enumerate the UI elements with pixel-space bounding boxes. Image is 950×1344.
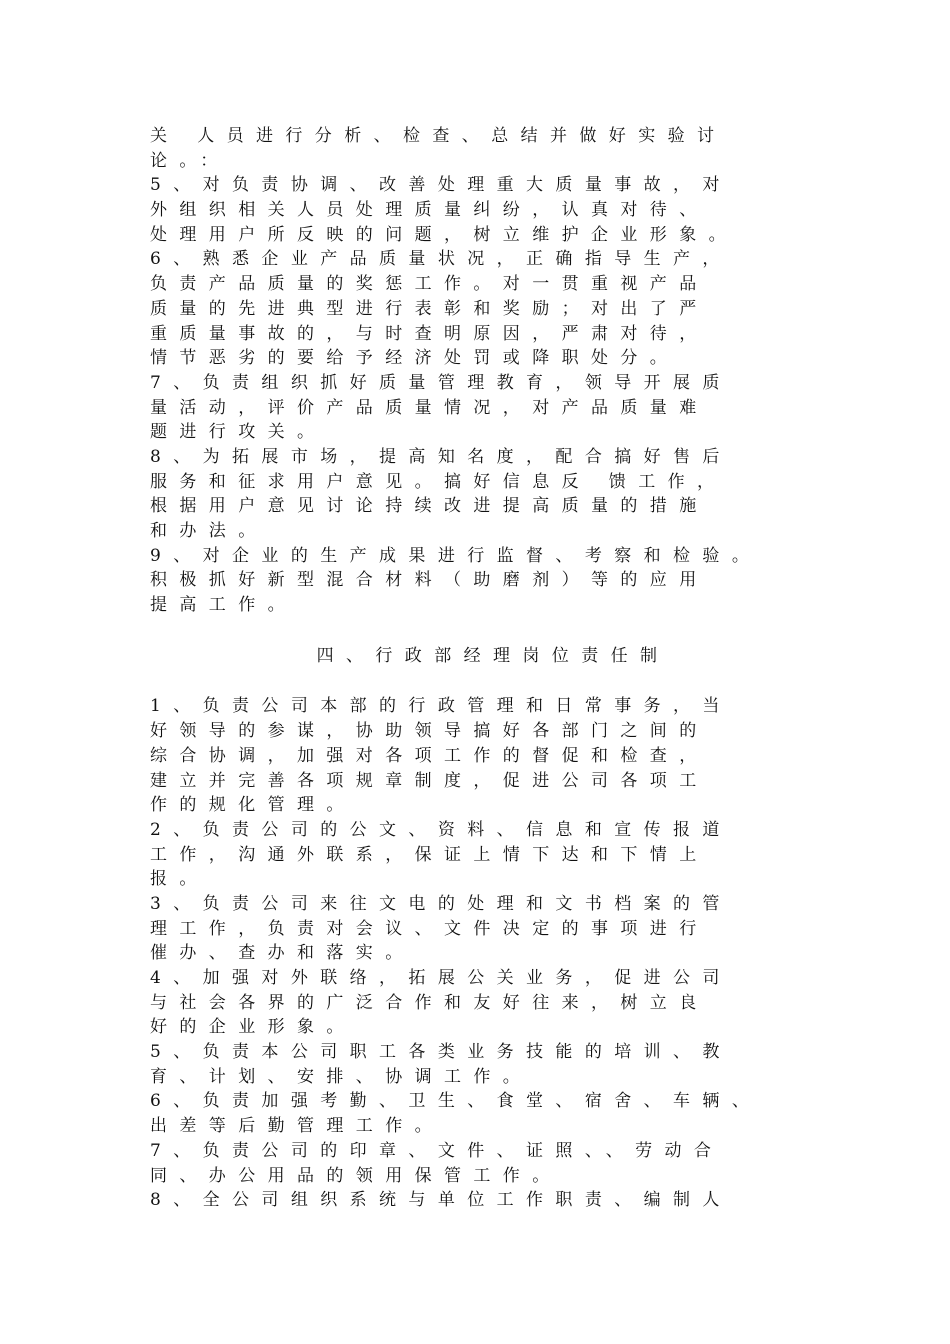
text-line: 质量的先进典型进行表彰和奖励；对出了严 xyxy=(150,298,709,319)
text-line: 8、为拓展市场，提高知名度，配合搞好售后 xyxy=(150,446,732,467)
text-line: 作的规化管理。 xyxy=(150,795,356,816)
text-line: 好的企业形象。 xyxy=(150,1017,356,1038)
text-line: 建立并完善各项规章制度，促进公司各项工 xyxy=(150,770,709,791)
text-line: 6、负责加强考勤、卫生、食堂、宿舍、车辆、 xyxy=(150,1091,762,1112)
text-line: 量活动，评价产品质量情况，对产品质量难 xyxy=(150,397,709,418)
text-line: 1、负责公司本部的行政管理和日常事务，当 xyxy=(150,696,732,717)
text-line: 工作，沟通外联系，保证上情下达和下情上 xyxy=(150,844,709,865)
text-line: 根据用户意见讨论持续改进提高质量的措施 xyxy=(150,496,709,517)
text-line: 出差等后勤管理工作。 xyxy=(150,1116,444,1137)
text-line: 同、办公用品的领用保管工作。 xyxy=(150,1165,562,1186)
text-line: 综合协调，加强对各项工作的督促和检查， xyxy=(150,745,709,766)
text-line: 论。： xyxy=(150,150,230,171)
text-line: 好领导的参谋，协助领导搞好各部门之间的 xyxy=(150,721,709,742)
text-line: 理工作，负责对会议、文件决定的事项进行 xyxy=(150,918,709,939)
text-line: 育、计划、安排、协调工作。 xyxy=(150,1066,533,1087)
text-line: 7、负责组织抓好质量管理教育，领导开展质 xyxy=(150,372,732,393)
text-line: 提高工作。 xyxy=(150,595,297,616)
text-line: 处理用户所反映的问题，树立维护企业形象。 xyxy=(150,224,738,245)
text-line: 6、熟悉企业产品质量状况，正确指导生产， xyxy=(150,249,732,270)
text-line: 外组织相关人员处理质量纠纷，认真对待、 xyxy=(150,200,709,221)
document-content xyxy=(150,124,810,1213)
text-line: 7、负责公司的印章、文件、证照、、劳动合 xyxy=(150,1140,724,1161)
text-line: 催办、查办和落实。 xyxy=(150,943,415,964)
text-line: 2、负责公司的公文、资料、信息和宣传报道 xyxy=(150,819,732,840)
text-line: 5、负责本公司职工各类业务技能的培训、教 xyxy=(150,1042,732,1063)
text-line: 服务和征求用户意见。搞好信息反 馈工作， xyxy=(150,471,727,492)
text-line: 报。 xyxy=(150,869,209,890)
text-line: 与社会各界的广泛合作和友好往来，树立良 xyxy=(150,992,709,1013)
section-4-title: 四、行政部经理岗位责任制 xyxy=(316,645,670,666)
text-line: 积极抓好新型混合材料（助磨剂）等的应用 xyxy=(150,570,709,591)
text-line: 4、加强对外联络，拓展公关业务，促进公司 xyxy=(150,968,732,988)
text-line: 重质量事故的，与时查明原因，严肃对待， xyxy=(150,323,709,344)
text-line: 题进行攻关。 xyxy=(150,422,327,443)
text-line: 负责产品质量的奖惩工作。对一贯重视产品 xyxy=(150,274,709,295)
text-line: 关 人员进行分析、检查、总结并做好实验讨 xyxy=(150,126,727,146)
text-line: 情节恶劣的要给予经济处罚或降职处分。 xyxy=(150,348,680,369)
text-line: 和办法。 xyxy=(150,521,268,541)
section-3-continuation xyxy=(150,124,810,618)
text-line: 5、对负责协调、改善处理重大质量事故，对 xyxy=(150,175,732,196)
text-line: 3、负责公司来往文电的处理和文书档案的管 xyxy=(150,893,732,914)
text-line: 9、对企业的生产成果进行监督、考察和检验。 xyxy=(150,545,762,566)
text-line: 8、全公司组织系统与单位工作职责、编制人 xyxy=(150,1190,732,1211)
section-4-body xyxy=(150,694,810,1212)
